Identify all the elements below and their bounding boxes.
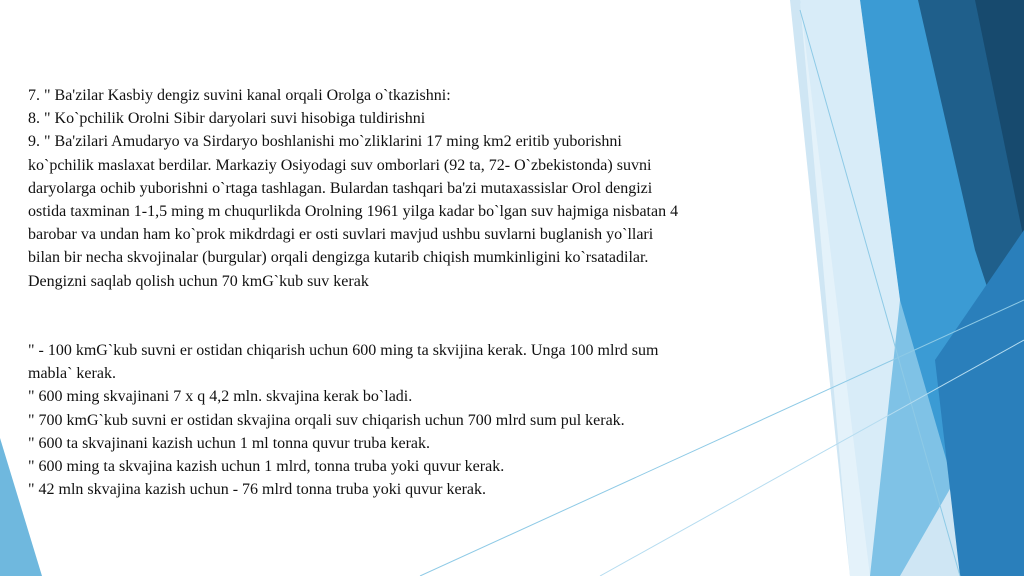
text-line: " - 100 kmG`kub suvni er ostidan chiqarish uchun 600 ming ta skvijina kerak. Unga 100 mlrd sum <box>28 342 659 359</box>
text-line: 7. " Ba'zilar Kasbiy dengiz suvini kanal orqali Orolga o`tkazishni: <box>28 87 451 104</box>
text-line: 9. " Ba'zilari Amudaryo va Sirdaryo boshlanishi mo`zliklarini 17 ming km2 eritib yuborishni <box>28 133 622 151</box>
text-line: 8. " Ko`pchilik Orolni Sibir daryolari suvi hisobiga tuldirishni <box>28 110 426 128</box>
text-line: " 600 ming skvajinani 7 x q 4,2 mln. skvajina kerak bo`ladi. <box>28 388 413 406</box>
text-line: mabla` kerak. <box>28 365 116 383</box>
text-line: ostida taxminan 1-1,5 ming m chuqurlikda Orolning 1961 yilga kadar bo`lgan suv hajmiga nisbatan 4 <box>28 203 679 221</box>
text-line: bilan bir necha skvojinalar (burgular) orqali dengizga kutarib chiqish mumkinligini ko`rsatadilar. <box>28 249 649 267</box>
text-line: " 700 kmG`kub suvni er ostidan skvajina orqali suv chiqarish uchun 700 mlrd sum pul kerak. <box>28 411 625 429</box>
text-line: " 600 ming ta skvajina kazish uchun 1 mlrd, tonna truba yoki quvur kerak. <box>28 458 505 476</box>
text-block-top <box>28 84 818 293</box>
text-line: daryolarga ochib yuborishni o`rtaga tashlagan. Bulardan tashqari ba'zi mutaxassislar Orol dengizi <box>28 179 653 197</box>
text-block-bottom <box>28 339 818 501</box>
text-line: barobar va undan ham ko`prok mikdrdagi er osti suvlari mavjud ushbu suvlarni buglanish yo`llari <box>28 226 654 244</box>
text-line: " 600 ta skvajinani kazish uchun 1 ml tonna quvur truba kerak. <box>28 434 430 452</box>
text-line: " 42 mln skvajina kazish uchun - 76 mlrd tonna truba yoki quvur kerak. <box>28 481 486 499</box>
text-line: ko`pchilik maslaxat berdilar. Markaziy Osiyodagi suv omborlari (92 ta, 72- O`zbekistonda) suvni <box>28 156 652 174</box>
text-line: Dengizni saqlab qolish uchun 70 kmG`kub suv kerak <box>28 272 369 290</box>
